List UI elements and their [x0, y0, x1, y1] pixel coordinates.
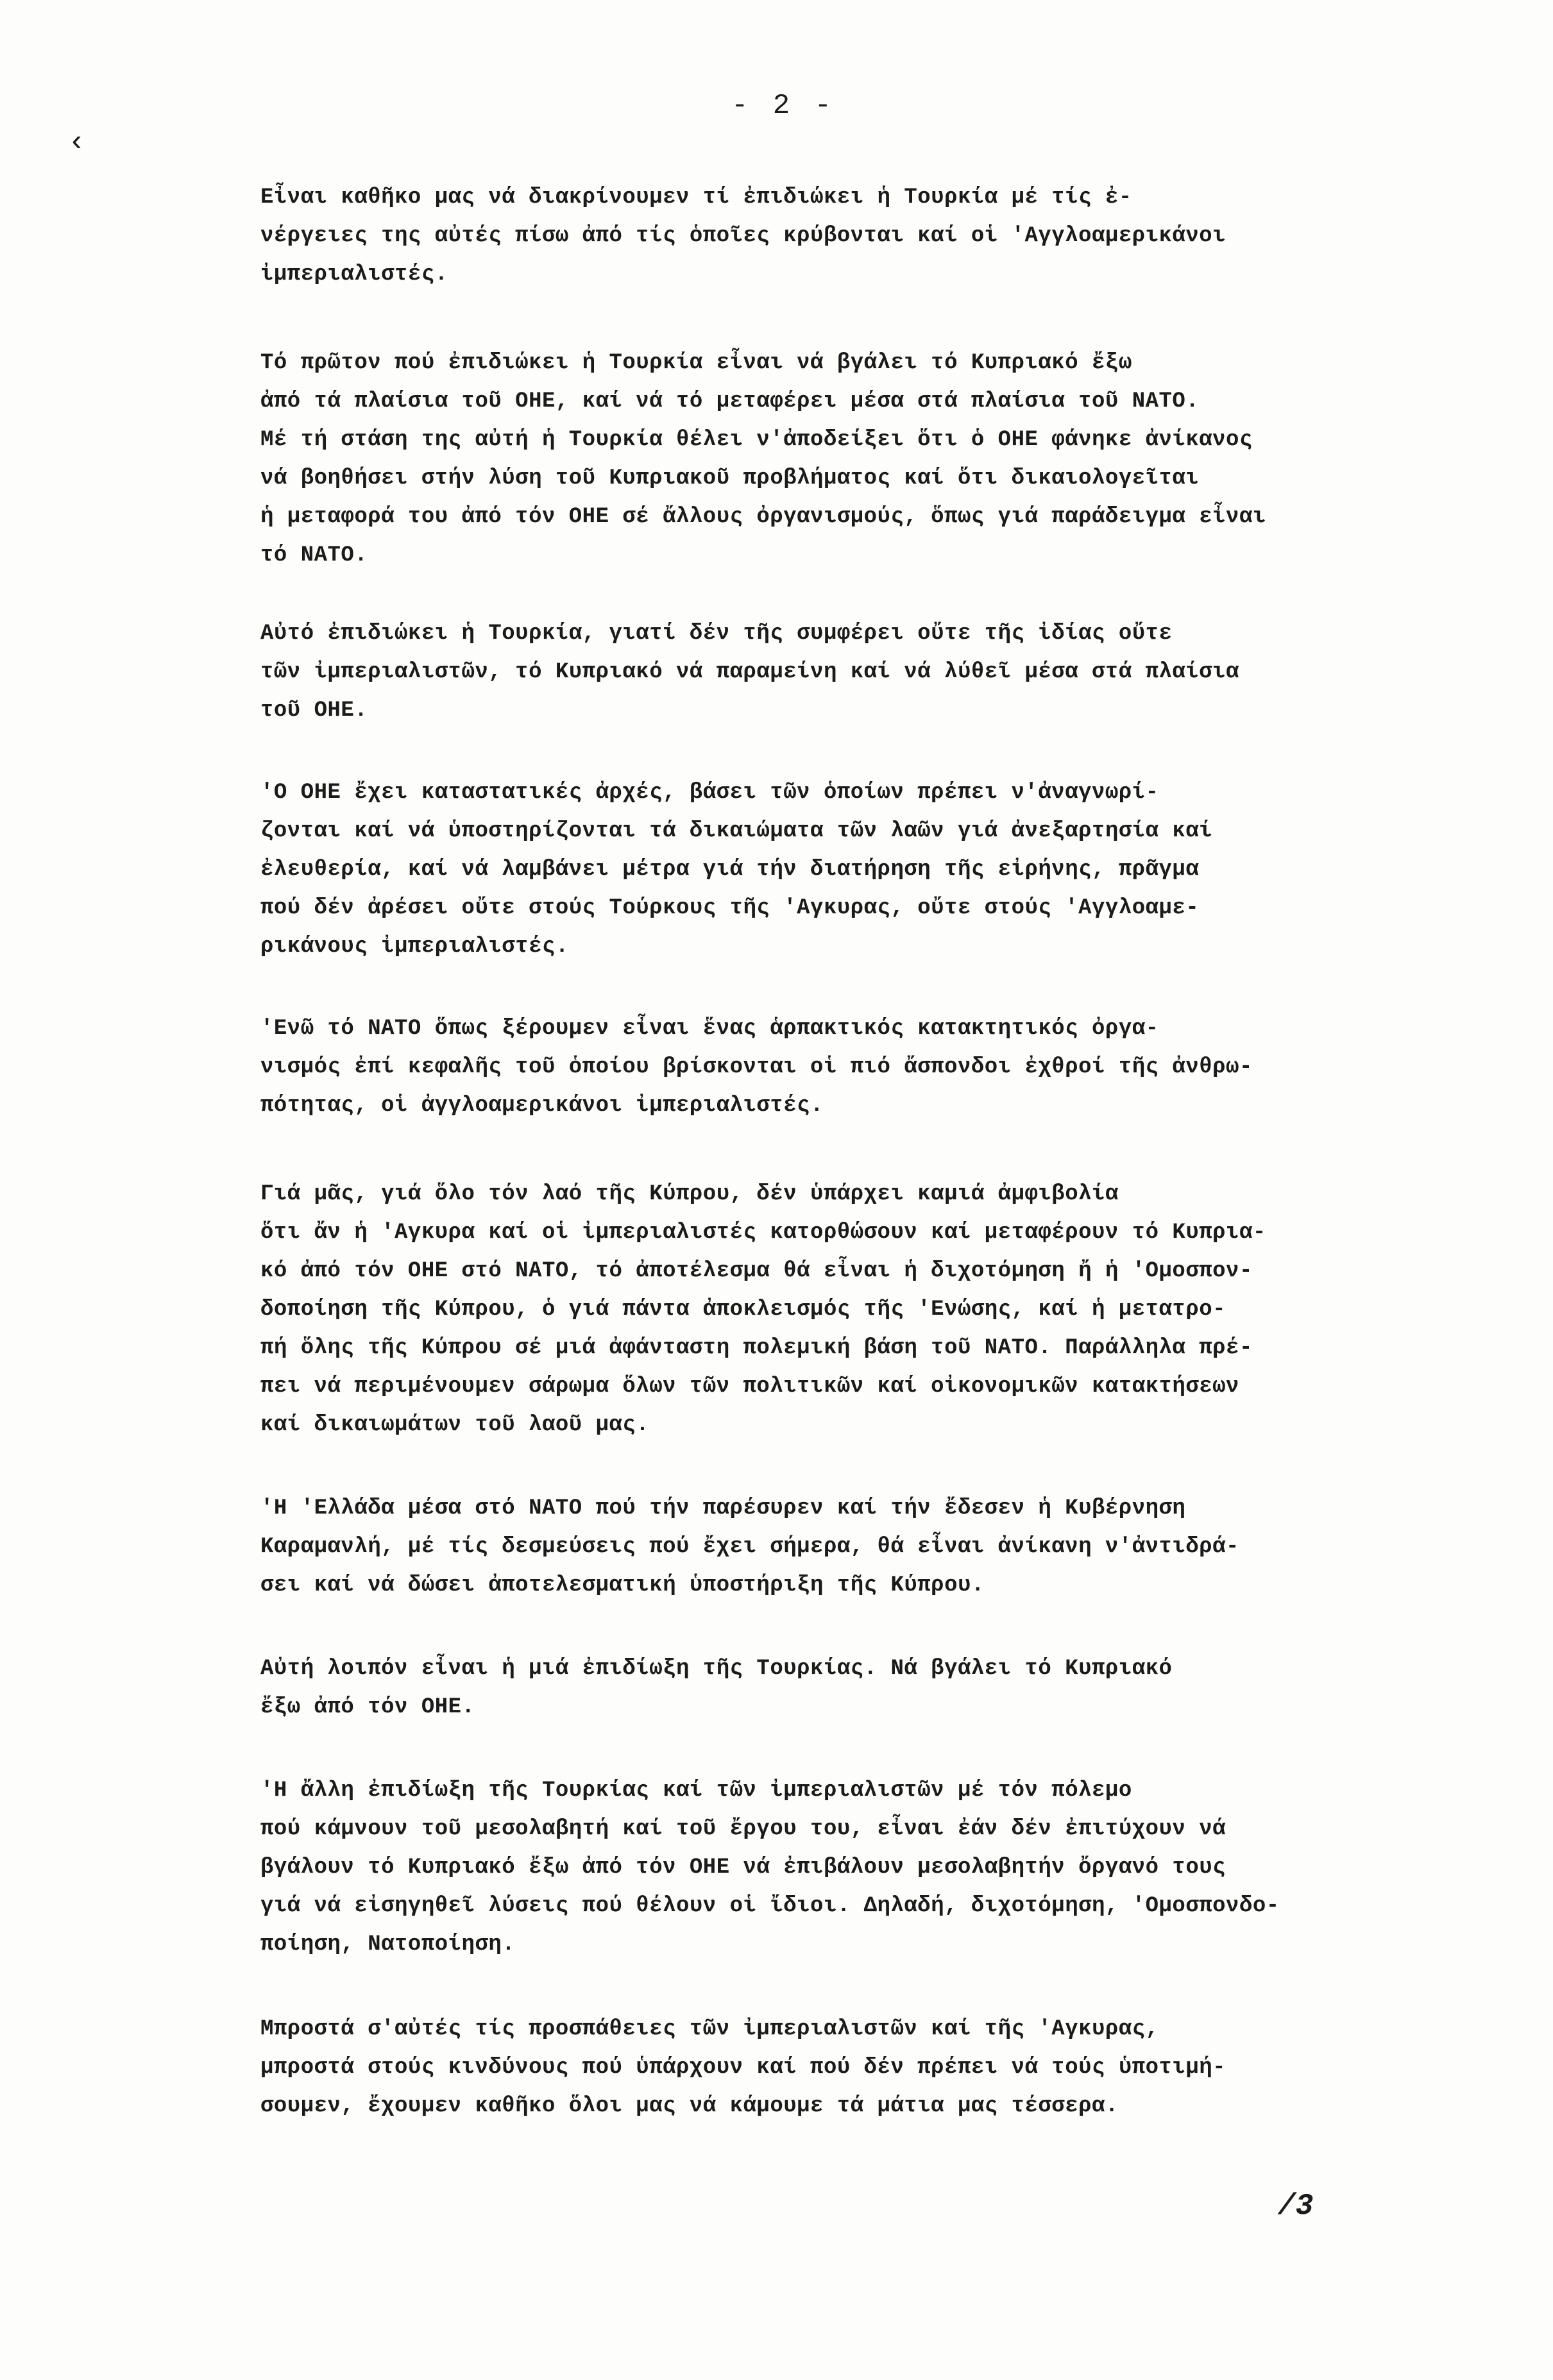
margin-mark: ‹	[68, 126, 86, 159]
paragraph: Τό πρῶτον πού ἐπιδιώκει ἡ Τουρκία εἶναι νά βγάλει τό Κυπριακό ἔξω ἀπό τά πλαίσια τοῦ ΟΗΕ, καί νά τό μεταφέρει μέσα στά πλαίσια τοῦ ΝΑΤΟ. Μέ τή στάση της αὐτή ἡ Τουρκία θέλει ν'ἀποδείξει ὅτι ὁ ΟΗΕ φάνηκε ἀνίκανος νά βοηθήσει στήν λύση τοῦ Κυπριακοῦ προβλήματος καί ὅτι δικαιολογεῖται ἡ μεταφορά του ἀπό τόν ΟΗΕ σέ ἄλλους ὀργανισμούς, ὅπως γιά παράδειγμα εἶναι τό ΝΑΤΟ.	[260, 351, 1266, 568]
paragraph: Αὐτή λοιπόν εἶναι ἡ μιά ἐπιδίωξη τῆς Τουρκίας. Νά βγάλει τό Κυπριακό ἔξω ἀπό τόν ΟΗΕ.	[260, 1657, 1173, 1719]
paragraph: Γιά μᾶς, γιά ὅλο τόν λαό τῆς Κύπρου, δέν ὑπάρχει καμιά ἀμφιβολία ὅτι ἄν ἡ 'Αγκυρα καί οἱ ἰμπεριαλιστές κατορθώσουν καί μεταφέρουν τό Κυπρια- κό ἀπό τόν ΟΗΕ στό ΝΑΤΟ, τό ἀποτέλεσμα θά εἶναι ἡ διχοτόμηση ἤ ἡ 'Ομοσπον- δοποίηση τῆς Κύπρου, ὁ γιά πάντα ἀποκλεισμός τῆς 'Ενώσης, καί ἡ μετατρο- πή ὅλης τῆς Κύπρου σέ μιά ἀφάνταστη πολεμική βάση τοῦ ΝΑΤΟ. Παράλληλα πρέ- πει νά περιμένουμεν σάρωμα ὅλων τῶν πολιτικῶν καί οἰκονομικῶν κατακτήσεων καί δικαιωμάτων τοῦ λαοῦ μας.	[260, 1182, 1266, 1437]
body-text	[260, 178, 1505, 2161]
paragraph: 'Η ἄλλη ἐπιδίωξη τῆς Τουρκίας καί τῶν ἰμπεριαλιστῶν μέ τόν πόλεμο πού κάμνουν τοῦ μεσολαβητή καί τοῦ ἔργου του, εἶναι ἐάν δέν ἐπιτύχουν νά βγάλουν τό Κυπριακό ἔξω ἀπό τόν ΟΗΕ νά ἐπιβάλουν μεσολαβητήν ὄργανό τους γιά νά εἰσηγηθεῖ λύσεις πού θέλουν οἱ ἴδιοι. Δηλαδή, διχοτόμηση, 'Ομοσπονδο- ποίηση, Νατοποίηση.	[260, 1778, 1280, 1957]
paragraph: Μπροστά σ'αὐτές τίς προσπάθειες τῶν ἰμπεριαλιστῶν καί τῆς 'Αγκυρας, μπροστά στούς κινδύνους πού ὑπάρχουν καί πού δέν πρέπει νά τούς ὑποτιμή- σουμεν, ἔχουμεν καθῆκο ὅλοι μας νά κάμουμε τά μάτια μας τέσσερα.	[260, 2017, 1226, 2118]
page-number: - 2 -	[731, 90, 836, 122]
paragraph: Αὐτό ἐπιδιώκει ἡ Τουρκία, γιατί δέν τῆς συμφέρει οὔτε τῆς ἰδίας οὔτε τῶν ἰμπεριαλιστῶν, τό Κυπριακό νά παραμείνη καί νά λύθεῖ μέσα στά πλαίσια τοῦ ΟΗΕ.	[260, 621, 1239, 723]
continuation-mark: /3	[1278, 2190, 1314, 2223]
paragraph: 'Η 'Ελλάδα μέσα στό ΝΑΤΟ πού τήν παρέσυρεν καί τήν ἔδεσεν ἡ Κυβέρνηση Καραμανλή, μέ τίς δεσμεύσεις πού ἔχει σήμερα, θά εἶναι ἀνίκανη ν'ἀντιδρά- σει καί νά δώσει ἀποτελεσματική ὑποστήριξη τῆς Κύπρου.	[260, 1496, 1239, 1598]
paragraph: 'Ενῶ τό ΝΑΤΟ ὅπως ξέρουμεν εἶναι ἕνας ἁρπακτικός κατακτητικός ὀργα- νισμός ἐπί κεφαλῆς τοῦ ὁποίου βρίσκονται οἱ πιό ἄσπονδοι ἐχθροί τῆς ἀνθρω- πότητας, οἱ ἀγγλοαμερικάνοι ἰμπεριαλιστές.	[260, 1017, 1253, 1118]
paragraph: 'Ο ΟΗΕ ἔχει καταστατικές ἀρχές, βάσει τῶν ὁποίων πρέπει ν'ἀναγνωρί- ζονται καί νά ὑποστηρίζονται τά δικαιώματα τῶν λαῶν γιά ἀνεξαρτησία καί ἐλευθερία, καί νά λαμβάνει μέτρα γιά τήν διατήρηση τῆς εἰρήνης, πρᾶγμα πού δέν ἀρέσει οὔτε στούς Τούρκους τῆς 'Αγκυρας, οὔτε στούς 'Αγγλοαμε- ρικάνους ἰμπεριαλιστές.	[260, 781, 1213, 959]
paragraph: Εἶναι καθῆκο μας νά διακρίνουμεν τί ἐπιδιώκει ἡ Τουρκία μέ τίς ἐ- νέργειες της αὐτές πίσω ἀπό τίς ὁποῖες κρύβονται καί οἱ 'Αγγλοαμερικάνοι ἰμπεριαλιστές.	[260, 185, 1226, 287]
